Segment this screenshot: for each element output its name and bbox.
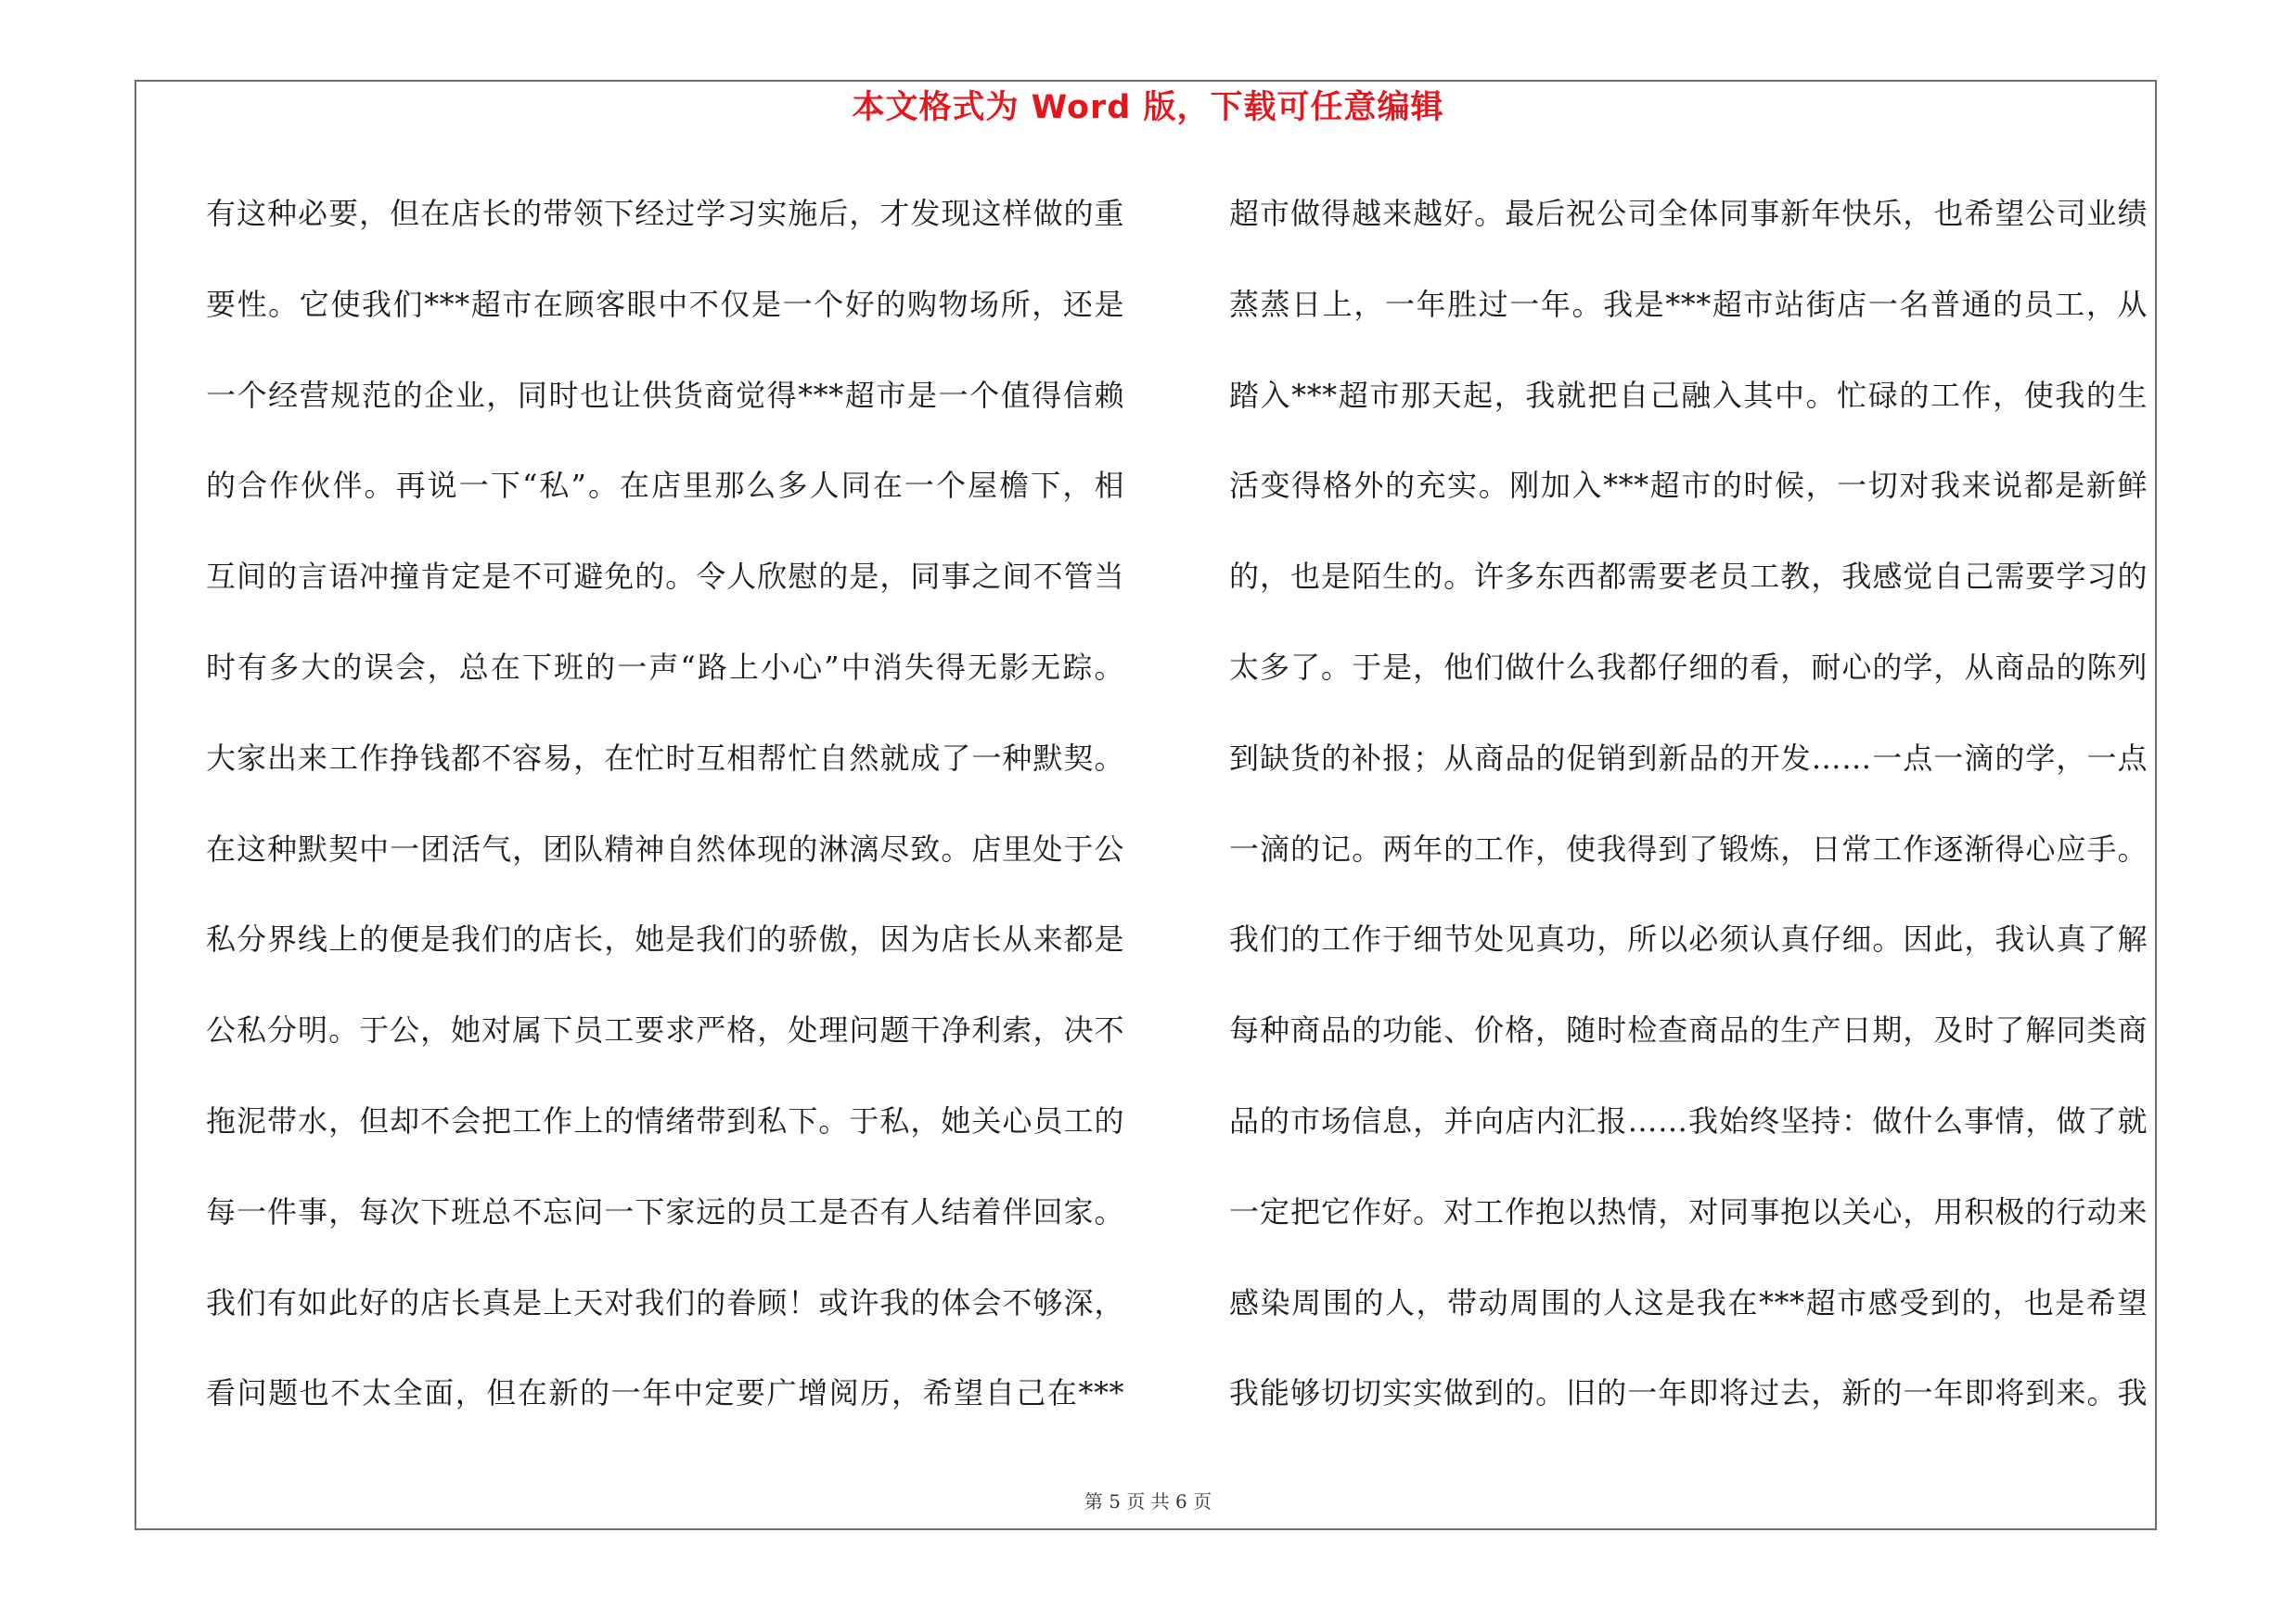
text-line: 到缺货的补报；从商品的促销到新品的开发……一点一滴的学，一点	[1229, 740, 2148, 776]
text-line: 超市做得越来越好。最后祝公司全体同事新年快乐，也希望公司业绩	[1229, 196, 2148, 231]
right-column	[1229, 186, 2148, 1456]
text-line: 蒸蒸日上，一年胜过一年。我是***超市站街店一名普通的员工，从	[1229, 286, 2148, 322]
text-line: 有这种必要，但在店长的带领下经过学习实施后，才发现这样做的重	[206, 196, 1124, 231]
text-line: 踏入***超市那天起，我就把自己融入其中。忙碌的工作，使我的生	[1229, 377, 2148, 413]
text-line: 拖泥带水，但却不会把工作上的情绪带到私下。于私，她关心员工的	[206, 1102, 1124, 1139]
text-line: 太多了。于是，他们做什么我都仔细的看，耐心的学，从商品的陈列	[1229, 649, 2148, 685]
text-line: 活变得格外的充实。刚加入***超市的时候，一切对我来说都是新鲜	[1229, 468, 2148, 504]
text-line: 一个经营规范的企业，同时也让供货商觉得***超市是一个值得信赖	[206, 377, 1124, 413]
text-line: 我们的工作于细节处见真功，所以必须认真仔细。因此，我认真了解	[1229, 921, 2148, 958]
text-line: 的，也是陌生的。许多东西都需要老员工教，我感觉自己需要学习的	[1229, 559, 2148, 595]
text-line: 私分界线上的便是我们的店长，她是我们的骄傲，因为店长从来都是	[206, 921, 1124, 958]
text-line: 我能够切切实实做到的。旧的一年即将过去，新的一年即将到来。我	[1229, 1375, 2148, 1411]
text-line: 一滴的记。两年的工作，使我得到了锻炼，日常工作逐渐得心应手。	[1229, 831, 2148, 867]
text-line: 品的市场信息，并向店内汇报……我始终坚持：做什么事情，做了就	[1229, 1102, 2148, 1139]
left-column	[206, 186, 1124, 1456]
text-line: 大家出来工作挣钱都不容易，在忙时互相帮忙自然就成了一种默契。	[206, 740, 1124, 776]
format-banner: 本文格式为 Word 版，下载可任意编辑	[852, 89, 1444, 126]
text-line: 的合作伙伴。再说一下“私”。在店里那么多人同在一个屋檐下，相	[206, 468, 1124, 504]
text-line: 互间的言语冲撞肯定是不可避免的。令人欣慰的是，同事之间不管当	[206, 559, 1124, 595]
text-line: 每种商品的功能、价格，随时检查商品的生产日期，及时了解同类商	[1229, 1012, 2148, 1049]
text-line: 感染周围的人，带动周围的人这是我在***超市感受到的，也是希望	[1229, 1284, 2148, 1320]
text-line: 我们有如此好的店长真是上天对我们的眷顾！或许我的体会不够深，	[206, 1284, 1124, 1320]
page-number-footer: 第 5 页 共 6 页	[1084, 1490, 1212, 1513]
text-line: 每一件事，每次下班总不忘问一下家远的员工是否有人结着伴回家。	[206, 1193, 1124, 1230]
text-line: 看问题也不太全面，但在新的一年中定要广增阅历，希望自己在***	[206, 1375, 1124, 1411]
text-line: 公私分明。于公，她对属下员工要求严格，处理问题干净利索，决不	[206, 1012, 1124, 1049]
text-line: 在这种默契中一团活气，团队精神自然体现的淋漓尽致。店里处于公	[206, 831, 1124, 867]
text-line: 一定把它作好。对工作抱以热情，对同事抱以关心，用积极的行动来	[1229, 1193, 2148, 1230]
text-line: 要性。它使我们***超市在顾客眼中不仅是一个好的购物场所，还是	[206, 286, 1124, 322]
text-line: 时有多大的误会，总在下班的一声“路上小心”中消失得无影无踪。	[206, 649, 1124, 685]
